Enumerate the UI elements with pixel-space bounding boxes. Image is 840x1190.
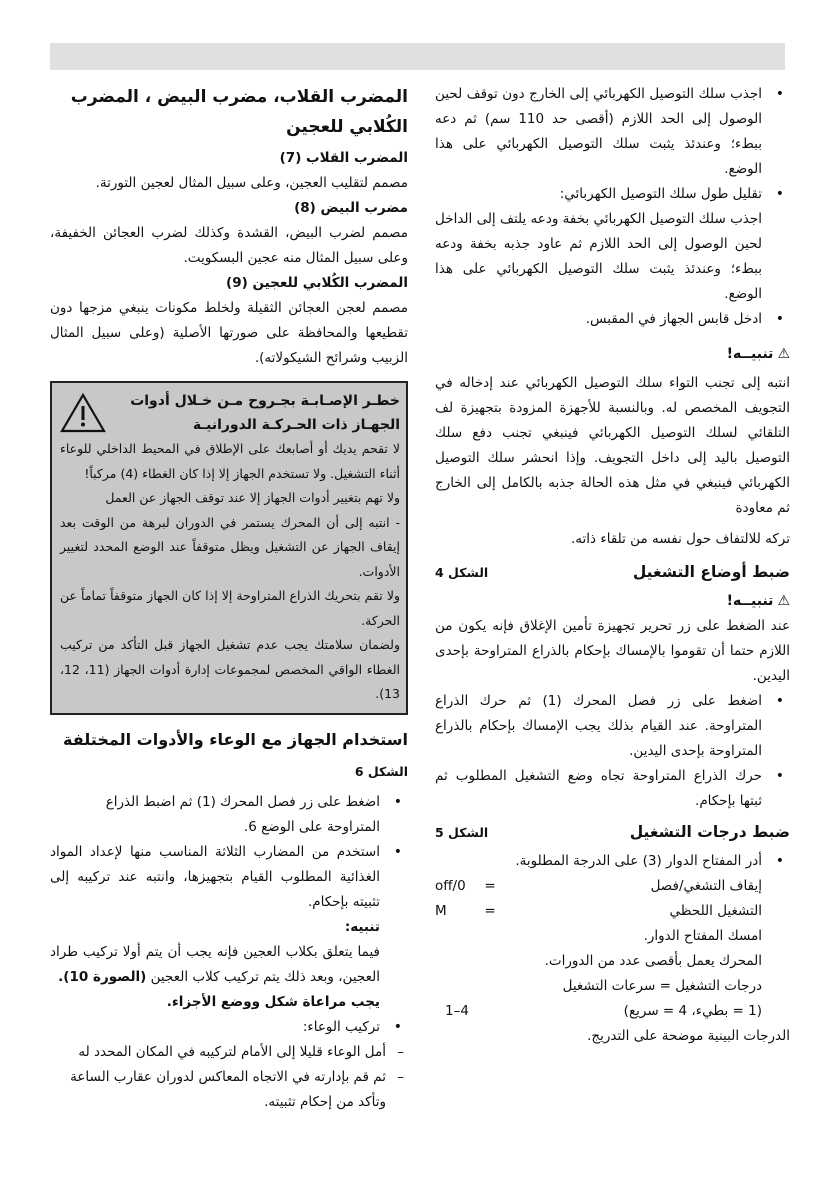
warning-line: ولضمان سلامتك يجب عدم تشغيل الجهاز قبل التأكد من تركيب الغطاء الواقي المخصص لمجموعات إدارة أدوات الجهاز (11، 12، 13). xyxy=(60,637,400,701)
speed-table-row: التشغيل اللحظي = M xyxy=(435,903,762,919)
warning-line: - انتبه إلى أن المحرك يستمر في الدوران لبرهة من الوقت بعد إيقاف الجهاز عن التشغيل ويظل متوقفاً عند الوضع المحدد لتغيير الأدوات. xyxy=(60,514,400,579)
speed-range-row: (1 = بطيء، 4 = سريع) 1–4 xyxy=(445,1003,762,1019)
caution-heading-1: ⚠تنبيــه! xyxy=(726,346,790,362)
dash-item: – أمل الوعاء قليلا إلى الأمام لتركيبه في المكان المحدد له xyxy=(50,1040,408,1065)
speed-line: المحرك يعمل بأقصى عدد من الدورات. xyxy=(544,953,762,969)
speed-table-row: إيقاف التشغي/فصل = off/0 xyxy=(435,878,762,894)
section-heading-speeds: ضبط درجات التشغيل الشكل 5 xyxy=(435,820,790,845)
bullet-move-arm: • حرك الذراع المتراوحة تجاه وضع التشغيل المطلوب ثم ثبتها بإحكام. xyxy=(435,764,790,814)
tool-name: المضرب الكُلابي للعجين (9) xyxy=(226,275,408,291)
shape-note: يجب مراعاة شكل ووضع الأجزاء. xyxy=(166,993,380,1010)
left-column xyxy=(50,82,408,1115)
caution-heading-2: ⚠تنبيــه! xyxy=(726,593,790,609)
figure-ref: الشكل 6 xyxy=(354,763,408,779)
section-heading-bowl: استخدام الجهاز مع الوعاء والأدوات المختلفة xyxy=(63,729,408,749)
note-text: فيما يتعلق بكلاب العجين فإنه يجب أن يتم أولا تركيب طراد العجين، وبعد ذلك يتم تركيب كلاب العجين (الصورة 10). xyxy=(50,943,380,985)
warning-triangle-icon: ⚠ xyxy=(777,593,790,609)
warning-line: ولا تقم بتحريك الذراع المتراوحة إلا إذا كان الجهاز متوقفاً تماماً عن الحركة. xyxy=(60,588,400,628)
warning-line: ولا تهم بتغيير أدوات الجهاز إلا عند توقف الجهاز عن العمل xyxy=(105,490,400,505)
dash-item: – ثم قم بإدارته في الاتجاه المعاكس لدوران عقارب الساعة وتأكد من إحكام تثبيته. xyxy=(50,1065,408,1115)
speed-footer: الدرجات البينية موضحة على التدريج. xyxy=(587,1028,790,1044)
warning-triangle-icon xyxy=(60,393,106,433)
bullet-choose-tool: • استخدم من المضارب الثلاثة المناسب منها لإعداد المواد الغذائية المطلوب القيام بتجهيزها، وانتبه عند تركيبه إلى تثبيته بإحكام. xyxy=(50,840,408,915)
page-header-bar xyxy=(50,43,785,70)
figure-ref: الشكل 5 xyxy=(435,825,489,840)
bullet-motor-release: • اضغط على زر فصل المحرك (1) ثم حرك الذراع المتراوحة. عند القيام بذلك يجب الإمساك بإحكام بالذراع المتراوحة بإحدى اليدين. xyxy=(435,689,790,764)
tools-title: المضرب القلاب، مضرب البيض ، المضرب الكُلابي للعجين xyxy=(70,87,408,137)
figure-ref: الشكل 4 xyxy=(435,565,489,580)
tool-desc: مصمم لضرب البيض، القشدة وكذلك لضرب العجائن الخفيفة، وعلى سبيل المثال منه عجين البسكويت. xyxy=(50,225,408,266)
section-heading-modes: ضبط أوضاع التشغيل الشكل 4 xyxy=(435,560,790,585)
caution-text-1b: تركه للالتفاف حول نفسه من تلقاء ذاته. xyxy=(571,531,790,547)
speed-line: امسك المفتاح الدوار. xyxy=(643,928,762,944)
caution-text-2: عند الضغط على زر تحرير تجهيزة تأمين الإغلاق فإنه يكون من اللازم حتما أن تقوموا بالإمساك بإحكام بالذراع المتراوحة بإحدى اليدين. xyxy=(435,618,790,684)
caution-text-1: انتبه إلى تجنب التواء سلك التوصيل الكهربائي عند إدخاله في التجويف المخصص له. وبالنسبة للأجهزة المزودة بتجهيزة لف التلقائي لسلك التوصيل الكهربائي فينبغي تجنب دفع سلك التوصيل باليد إلى داخل التجويف. وإذا انحشر سلك التوصيل الكهربائي فينبغي في مثل هذه الحالة جذبه بالكامل إلى الخارج ثم معاودة xyxy=(435,375,790,516)
tool-desc: مصمم لعجن العجائن الثقيلة ولخلط مكونات ينبغي مزجها دون تقطيعها والمحافظة على صورتها الأصلية (وعلى سبيل المثال الزبيب وشرائح الشيكولاته). xyxy=(50,300,408,366)
bullet-rotary-switch: • أدر المفتاح الدوار (3) على الدرجة المطلوبة. xyxy=(435,849,790,874)
tool-name: المضرب القلاب (7) xyxy=(279,150,408,166)
reduce-cord-detail: اجذب سلك التوصيل الكهربائي بخفة ودعه يلتف إلى الداخل لحين الوصول إلى الحد اللازم ثم عاود جذبه بخفة ودعه ببطء؛ وعندئذ يثبت سلك التوصيل الكهربائي على هذا الوضع. xyxy=(435,211,762,302)
bullet-reduce-cord: • تقليل طول سلك التوصيل الكهربائي: xyxy=(435,182,790,207)
warning-line: لا تقحم يديك أو أصابعك على الإطلاق في المحيط الداخلي للوعاء أثناء التشغيل. ولا تستخدم الجهاز إلا إذا كان الغطاء (4) مركباً! xyxy=(60,441,400,481)
note-title: تنبيه: xyxy=(344,918,380,935)
bullet-set-arm: • اضغط على زر فصل المحرك (1) ثم اضبط الذراع المتراوحة على الوضع 6. xyxy=(50,790,408,840)
bullet-plug-in: • ادخل قابس الجهاز في المقبس. xyxy=(435,307,790,332)
warning-triangle-icon: ⚠ xyxy=(777,346,790,362)
warning-box-title: خطـر الإصـابـة بجـروح مـن خـلال أدوات الجهـاز ذات الحـركـة الدورانيـة xyxy=(130,393,400,433)
bullet-bowl-mount: • تركيب الوعاء: xyxy=(50,1015,408,1040)
bullet-pull-cord: • اجذب سلك التوصيل الكهربائي إلى الخارج دون توقف لحين الوصول إلى الحد اللازم (أقصى حد 110 سم) ثم دعه ببطء؛ وعندئذ يثبت سلك التوصيل الكهربائي على هذا الوضع. xyxy=(435,82,790,182)
injury-warning-box xyxy=(50,381,408,715)
right-column xyxy=(435,82,790,1049)
speed-line: درجات التشغيل = سرعات التشغيل xyxy=(562,978,762,994)
tool-desc: مصمم لتقليب العجين، وعلى سبيل المثال لعجين التورتة. xyxy=(95,175,408,191)
tool-name: مضرب البيض (8) xyxy=(294,200,408,216)
